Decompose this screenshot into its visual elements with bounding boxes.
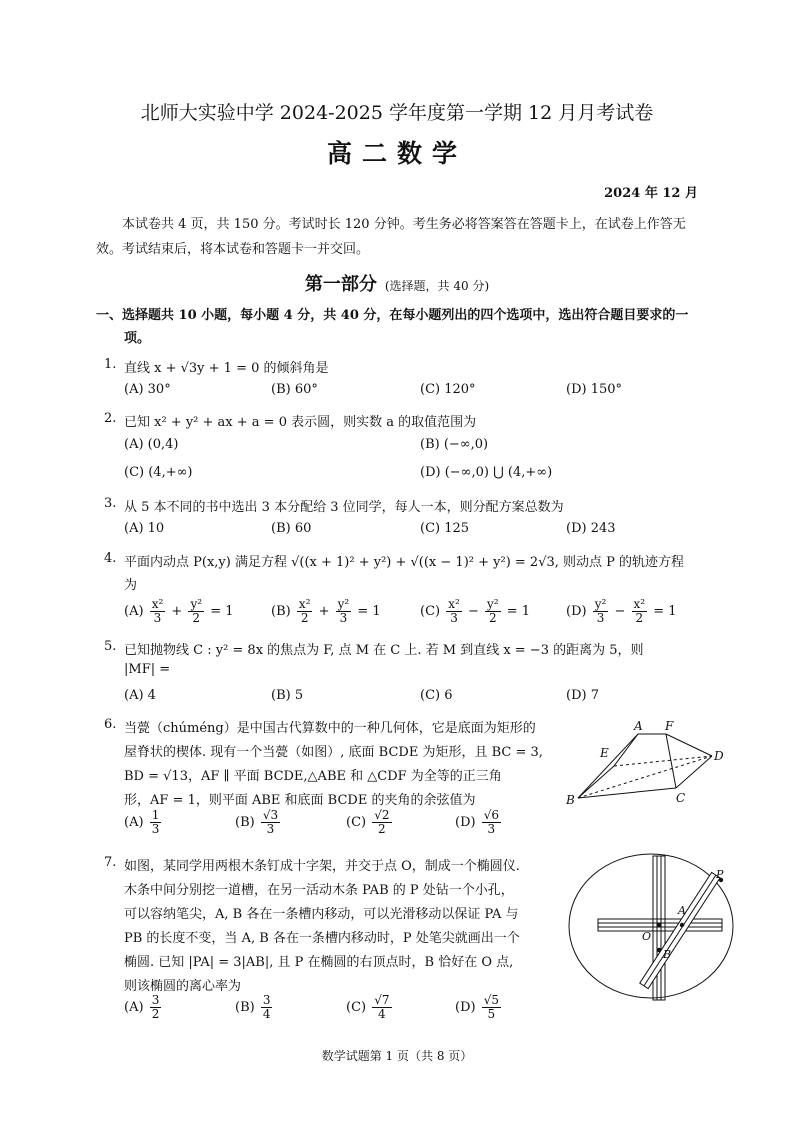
- q6-stem-line3: BD = √13，AF ∥ 平面 BCDE,△ABE 和 △CDF 为全等的正三角: [124, 769, 502, 784]
- q7-label-a: A: [678, 904, 686, 917]
- q7-option-c: (C) $\frac{√7}{4}$: [346, 993, 390, 1021]
- q7-stem-line2: 木条中间分别挖一道槽，在另一活动木条 PAB 的 P 处钻一个小孔，: [124, 883, 514, 898]
- q3-option-d: (D) 243: [566, 521, 616, 536]
- exam-title: 北师大实验中学 2024-2025 学年度第一学期 12 月月考试卷: [140, 102, 654, 124]
- q4-number: 4.: [104, 551, 117, 566]
- q1-option-b: (B) 60°: [271, 382, 318, 397]
- q7-option-b: (B) $\frac{3}{4}$: [235, 993, 271, 1021]
- q7-stem-line3: 可以容纳笔尖，A, B 各在一条槽内移动，可以光滑移动以保证 PA 与: [124, 907, 519, 922]
- q6-stem-line4: 形，AF = 1，则平面 ABE 和底面 BCDE 的夹角的余弦值为: [124, 793, 476, 808]
- q1-stem: 直线 x + √3y + 1 = 0 的倾斜角是: [124, 361, 329, 376]
- q5-option-d: (D) 7: [566, 688, 599, 703]
- q6-option-b: (B) $\frac{√3}{3}$: [235, 808, 279, 836]
- q6-label-b: B: [566, 793, 575, 806]
- q3-stem: 从 5 本不同的书中选出 3 本分配给 3 位同学，每人一本，则分配方案总数为: [124, 500, 564, 515]
- q4-option-c: (C) $\frac{\text{x²}}{3}$ − $\frac{\text{y²}}{2}$ = 1: [420, 597, 531, 625]
- q1-option-d: (D) 150°: [566, 382, 623, 397]
- q2-number: 2.: [104, 411, 117, 426]
- q7-stem-line5: 椭圆. 已知 |PA| = 3|AB|, 且 P 在椭圆的右顶点时，B 恰好在 O 点,: [124, 955, 514, 970]
- q4-stem-line1: 平面内动点 P(x,y) 满足方程 √((x + 1)² + y²) + √((x − 1)² + y²) = 2√3, 则动点 P 的轨迹方程: [124, 555, 685, 570]
- q2-option-b: (B) (−∞,0): [420, 437, 489, 452]
- q2-option-a: (A) (0,4): [124, 437, 179, 452]
- exam-instructions: 本试卷共 4 页，共 150 分。考试时长 120 分钟。考生务必将答案答在答题卡上，在试卷上作答无效。考试结束后，将本试卷和答题卡一并交回。: [96, 217, 686, 257]
- section-instruction: [96, 304, 706, 350]
- q2-stem: 已知 x² + y² + ax + a = 0 表示圆，则实数 a 的取值范围为: [124, 415, 477, 430]
- page-footer: 数学试题第 1 页（共 8 页）: [321, 1049, 473, 1063]
- q6-stem-line1: 当甍（chúméng）是中国古代算数中的一种几何体，它是底面为矩形的: [124, 721, 536, 736]
- q6-label-f: F: [665, 719, 674, 733]
- q4-option-b: (B) $\frac{\text{x²}}{2}$ + $\frac{\text{y²}}{3}$ = 1: [271, 597, 381, 625]
- part-title: 第一部分: [304, 274, 377, 295]
- q6-stem-line2: 屋脊状的楔体. 现有一个当甍（如图）, 底面 BCDE 为矩形，且 BC = 3,: [124, 745, 543, 760]
- q5-stem-line1: 已知抛物线 C : y² = 8x 的焦点为 F, 点 M 在 C 上. 若 M 到直线 x = −3 的距离为 5，则: [124, 643, 644, 658]
- q3-option-a: (A) 10: [124, 521, 165, 536]
- q6-option-a: (A) $\frac{1}{3}$: [124, 808, 160, 836]
- q1-option-a: (A) 30°: [124, 382, 171, 397]
- q6-label-c: C: [676, 791, 686, 805]
- q6-label-e: E: [600, 746, 609, 760]
- q5-number: 5.: [104, 639, 117, 654]
- q5-option-a: (A) 4: [124, 688, 156, 703]
- q5-option-b: (B) 5: [271, 688, 304, 703]
- q4-option-d: (D) $\frac{\text{y²}}{3}$ − $\frac{\text{x²}}{2}$ = 1: [566, 597, 677, 625]
- q1-option-c: (C) 120°: [420, 382, 476, 397]
- q2-option-c: (C) (4,+∞): [124, 465, 193, 480]
- q6-option-c: (C) $\frac{√2}{2}$: [346, 808, 390, 836]
- q6-label-d: D: [714, 749, 724, 763]
- section-number: 一、: [96, 308, 123, 323]
- exam-date: 2024 年 12 月: [604, 186, 698, 201]
- q7-label-p: P: [716, 868, 724, 881]
- q7-stem-line6: 则该椭圆的离心率为: [124, 979, 242, 994]
- q4-option-a: (A) $\frac{\text{x²}}{3}$ + $\frac{\text{y²}}{2}$ = 1: [124, 597, 234, 625]
- q1-number: 1.: [104, 357, 117, 372]
- q5-stem-line2: |MF| =: [124, 662, 171, 677]
- q7-number: 7.: [104, 855, 117, 870]
- q7-label-o: O: [642, 930, 652, 943]
- q6-wedge-figure: [566, 716, 736, 806]
- q3-number: 3.: [104, 496, 117, 511]
- q7-option-d: (D) $\frac{√5}{5}$: [455, 993, 499, 1021]
- subject-title: 高二数学: [326, 139, 467, 168]
- q6-number: 6.: [104, 717, 117, 732]
- part-subtitle: (选择题，共 40 分): [384, 279, 490, 293]
- q7-stem-line4: PB 的长度不变，当 A, B 各在一条槽内移动时，P 处笔尖就画出一个: [124, 931, 520, 946]
- q7-label-b: B: [663, 948, 672, 961]
- q3-option-c: (C) 125: [420, 521, 470, 536]
- q7-ellipse-figure: [566, 852, 736, 1004]
- q7-option-a: (A) $\frac{3}{2}$: [124, 993, 160, 1021]
- q2-option-d: (D) (−∞,0) ⋃ (4,+∞): [420, 465, 553, 480]
- q7-stem-line1: 如图，某同学用两根木条钉成十字架，并交于点 O，制成一个椭圆仪.: [124, 859, 520, 874]
- q3-option-b: (B) 60: [271, 521, 312, 536]
- part-heading: [0, 270, 794, 296]
- q4-stem-line2: 为: [124, 578, 138, 593]
- q6-option-d: (D) $\frac{√6}{3}$: [455, 808, 499, 836]
- q6-label-a: A: [634, 719, 643, 733]
- section-text: 选择题共 10 小题，每小题 4 分，共 40 分，在每小题列出的四个选项中，选出符合题目要求的一项。: [122, 308, 689, 346]
- q5-option-c: (C) 6: [420, 688, 453, 703]
